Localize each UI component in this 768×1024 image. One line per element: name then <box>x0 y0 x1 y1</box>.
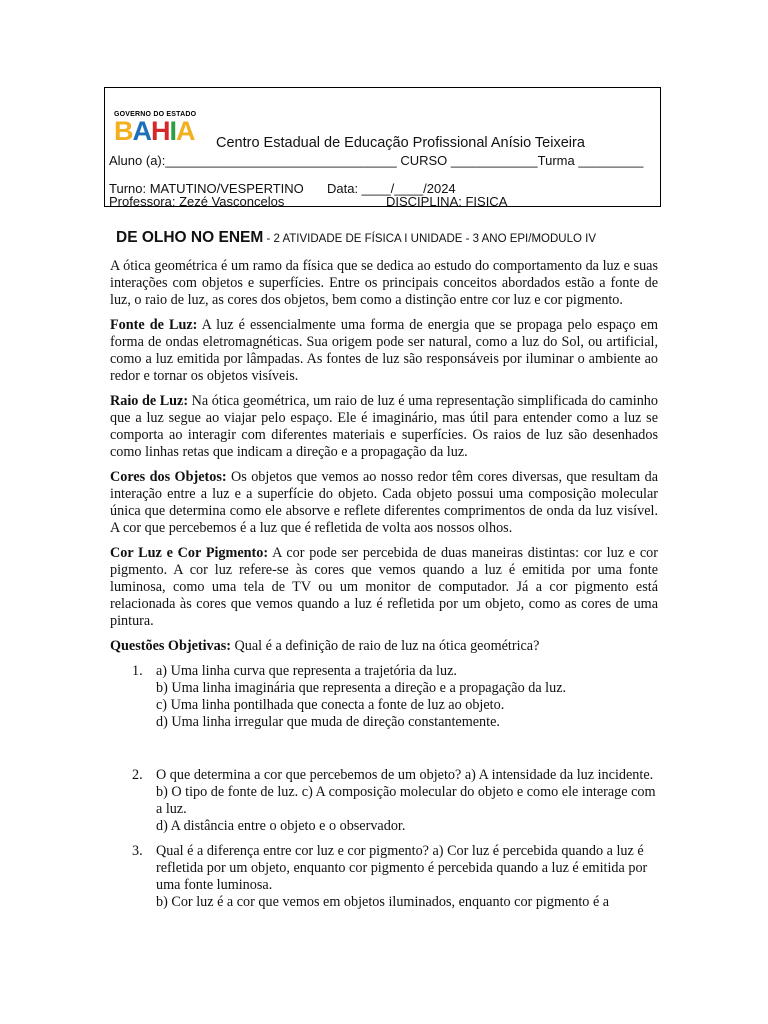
section-cor-luz-pigmento <box>110 545 658 630</box>
questions-intro: Qual é a definição de raio de luz na ótica geométrica? <box>230 638 540 654</box>
logo-letter: A <box>132 116 151 146</box>
question-3 <box>110 843 658 911</box>
option-line: c) Uma linha pontilhada que conecta a fonte de luz ao objeto. <box>156 697 505 713</box>
option-line: d) Uma linha irregular que muda de direção constantemente. <box>156 714 500 730</box>
option-line: Qual é a diferença entre cor luz e cor pigmento? a) Cor luz é percebida quando a luz é refletida por um objeto, enquanto cor pigmento é percebida quando a luz é emitida por uma fonte luminosa. <box>156 843 648 893</box>
question-2 <box>110 767 658 835</box>
question-list <box>110 663 658 911</box>
turno-field: Turno: MATUTINO/VESPERTINO <box>109 181 304 196</box>
data-field: Data: ____/____/2024 <box>327 181 456 196</box>
section-term: Cor Luz e Cor Pigmento: <box>110 545 269 561</box>
logo-letter: H <box>151 116 170 146</box>
title-sub: - 2 ATIVIDADE DE FÍSICA I UNIDADE - 3 ANO EPI/MODULO IV <box>263 233 596 245</box>
aluno-line: Aluno (a):________________________________ CURSO ____________Turma _________ <box>109 153 644 168</box>
content <box>110 258 658 911</box>
school-name: Centro Estadual de Educação Profissional Anísio Teixeira <box>216 135 585 151</box>
intro-paragraph: A ótica geométrica é um ramo da física que se dedica ao estudo do comportamento da luz e suas interações com objetos e superfícies. Entre os principais conceitos abordados estão a fonte de luz, o raio de luz, as cores dos objetos, bem como a distinção entre cor luz e cor pigmento. <box>110 258 658 308</box>
section-term: Cores dos Objetos: <box>110 469 227 485</box>
option-line: b) Uma linha imaginária que representa a direção e a propagação da luz. <box>156 680 567 696</box>
section-raio-de-luz <box>110 393 658 461</box>
question-number: 1. <box>132 663 143 679</box>
question-number: 2. <box>132 767 143 783</box>
section-fonte-de-luz <box>110 317 658 385</box>
logo-word <box>114 117 195 145</box>
logo-letter: B <box>114 116 133 146</box>
option-line: d) A distância entre o objeto e o observador. <box>156 818 406 834</box>
questions-label: Questões Objetivas: <box>110 638 231 654</box>
bahia-logo <box>114 111 214 149</box>
professora-field: Professora: Zezé Vasconcelos <box>109 194 285 209</box>
questions-heading <box>110 638 658 655</box>
logo-word-text <box>114 117 195 145</box>
section-text: Os objetos que vemos ao nosso redor têm cores diversas, que resultam da interação entre a luz e a superfície do objeto. Cada objeto possui uma composição molecular única que determina como ele absorve e reflete diferentes comprimentos de onda da luz visível. A cor que percebemos é a luz que é refletida de volta aos nossos olhos. <box>110 469 659 536</box>
section-term: Fonte de Luz: <box>110 317 198 333</box>
page-title <box>116 229 596 247</box>
question-1 <box>110 663 658 731</box>
option-line: a) Uma linha curva que representa a trajetória da luz. <box>156 663 457 679</box>
logo-top-text: GOVERNO DO ESTADO <box>114 111 197 118</box>
option-line: O que determina a cor que percebemos de um objeto? a) A intensidade da luz incidente. <box>156 767 654 783</box>
option-line: b) O tipo de fonte de luz. c) A composição molecular do objeto e como ele interage com a luz. <box>156 784 656 817</box>
section-cores-dos-objetos <box>110 469 658 537</box>
section-text: Na ótica geométrica, um raio de luz é uma representação simplificada do caminho que a luz segue ao viajar pelo espaço. Ele é imaginário, mas útil para entender como a luz se comporta ao interagir com diferentes materiais e superfícies. Os raios de luz são desenhados como linhas retas que indicam a direção e a propagação da luz. <box>110 393 658 460</box>
section-text: A cor pode ser percebida de duas maneiras distintas: cor luz e cor pigmento. A cor luz refere-se às cores que vemos quando a luz é emitida por uma fonte luminosa, como uma tela de TV ou um monitor de computador. Já a cor pigmento está relacionada às cores que vemos quando a luz é refletida por um objeto, como as cores de uma pintura. <box>110 545 658 629</box>
title-main: DE OLHO NO ENEM <box>116 229 264 246</box>
header-box <box>104 87 661 207</box>
question-number: 3. <box>132 843 143 859</box>
section-term: Raio de Luz: <box>110 393 189 409</box>
section-text: A luz é essencialmente uma forma de energia que se propaga pelo espaço em forma de ondas eletromagnéticas. Sua origem pode ser natural, como a luz do Sol, ou artificial, como a luz emitida por lâmpadas. As fontes de luz são responsáveis por iluminar o ambiente ao redor e tornar os objetos visíveis. <box>110 317 658 384</box>
logo-letter: I <box>169 116 177 146</box>
option-line: b) Cor luz é a cor que vemos em objetos iluminados, enquanto cor pigmento é a <box>156 894 610 910</box>
logo-letter: A <box>176 116 195 146</box>
disciplina-field: DISCIPLINA: FISICA <box>386 194 508 209</box>
